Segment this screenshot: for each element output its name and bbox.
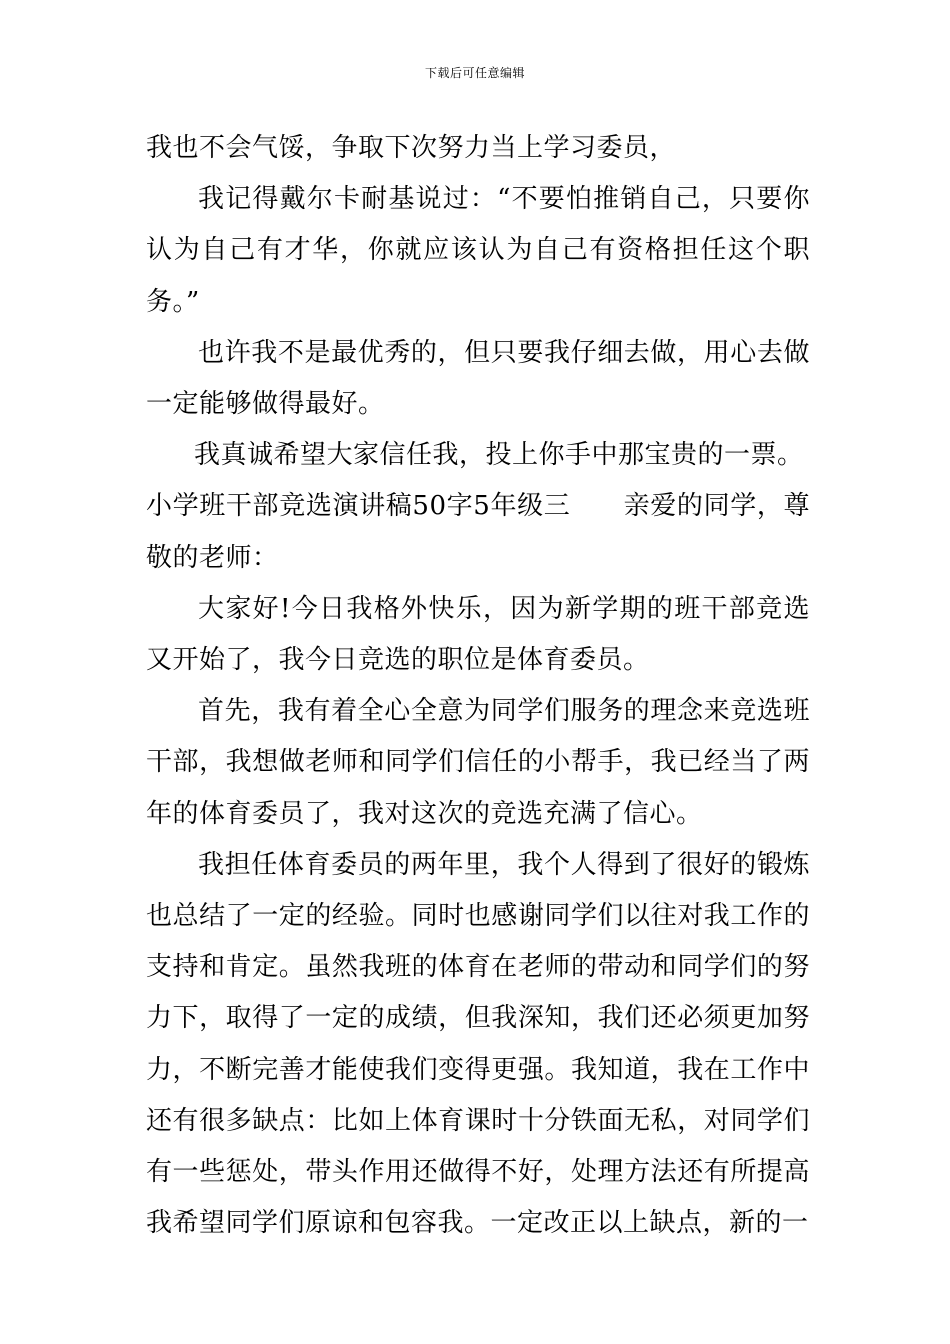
section-heading-paragraph: 小学班干部竞选演讲稿50字5年级三 亲爱的同学，尊敬的老师：	[146, 491, 810, 573]
paragraph: 我担任体育委员的两年里，我个人得到了很好的锻炼也总结了一定的经验。同时也感谢同学们以往对我工作的支持和肯定。虽然我班的体育在老师的带动和同学们的努力下，取得了一定的成绩，但我深知，我们还必须更加努力，不断完善才能使我们变得更强。我知道，我在工作中还有很多缺点：比如上体育课时十分铁面无私，对同学们有一些惩处，带头作用还做得不好，处理方法还有所提高我希望同学们原谅和包容我。一定改正以上缺点，新的一	[146, 849, 810, 1239]
paragraph: 大家好!今日我格外快乐，因为新学期的班干部竞选又开始了，我今日竞选的职位是体育委员。	[146, 593, 810, 676]
paragraph: 我也不会气馁，争取下次努力当上学习委员，	[146, 133, 677, 163]
paragraph: 我记得戴尔卡耐基说过：“不要怕推销自己，只要你认为自己有才华，你就应该认为自己有资格担任这个职务。”	[146, 184, 810, 317]
page-header: 下载后可任意编辑	[424, 66, 525, 80]
paragraph: 也许我不是最优秀的，但只要我仔细去做，用心去做一定能够做得最好。	[146, 337, 810, 420]
document-body	[146, 123, 810, 1249]
paragraph: 我真诚希望大家信任我，投上你手中那宝贵的一票。	[194, 440, 804, 471]
paragraph: 首先，我有着全心全意为同学们服务的理念来竞选班干部，我想做老师和同学们信任的小帮手，我已经当了两年的体育委员了，我对这次的竞选充满了信心。	[146, 696, 810, 829]
